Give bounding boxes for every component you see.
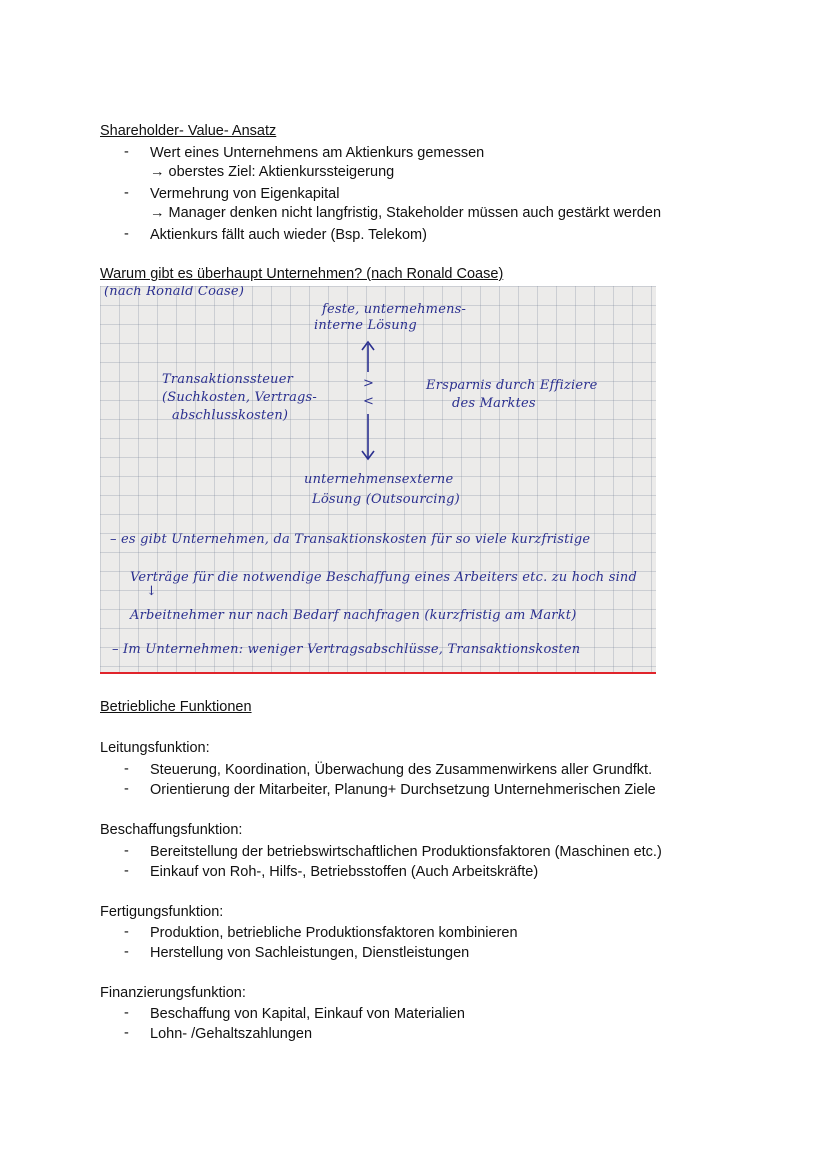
bullet-dash: - [124,1025,129,1041]
bullet-dash: - [124,781,129,797]
leitung-item-1: Steuerung, Koordination, Überwachung des Zusammenwirkens aller Grundfkt. [150,762,653,778]
hw-left-3: abschlusskosten) [172,408,289,423]
beschaffung-item-2: Einkauf von Roh-, Hilfs-, Betriebsstoffen (Auch Arbeitskräfte) [150,864,539,880]
hw-note-2: Verträge für die notwendige Beschaffung eines Arbeiters etc. zu hoch sind [130,570,638,585]
funktionen-heading: Betriebliche Funktionen [100,699,252,715]
finanzierung-item-2: Lohn- /Gehaltszahlungen [150,1026,313,1042]
bullet-dash: - [124,843,129,859]
shareholder-heading: Shareholder- Value- Ansatz [100,123,277,139]
shareholder-item-3: Vermehrung von Eigenkapital [150,186,340,202]
shareholder-item-5: Aktienkurs fällt auch wieder (Bsp. Telekom) [150,227,427,243]
hw-right-2: des Marktes [452,396,536,411]
notebook-margin-line [100,672,656,674]
shareholder-item-2: → oberstes Ziel: Aktienkurssteigerung [150,164,395,180]
hw-top-center-2: interne Lösung [314,318,417,333]
bullet-dash: - [124,226,129,242]
handwritten-notes-photo [100,286,656,674]
bullet-dash: - [124,144,129,160]
bullet-dash: - [124,1005,129,1021]
shareholder-item-1: Wert eines Unternehmens am Aktienkurs gemessen [150,145,485,161]
hw-left-1: Transaktionssteuer [162,372,294,387]
shareholder-item-4: → Manager denken nicht langfristig, Stakeholder müssen auch gestärkt werden [150,205,662,221]
fertigung-label: Fertigungsfunktion: [100,904,224,920]
fertigung-item-1: Produktion, betriebliche Produktionsfaktoren kombinieren [150,925,518,941]
bullet-dash: - [124,944,129,960]
beschaffung-item-1: Bereitstellung der betriebswirtschaftlichen Produktionsfaktoren (Maschinen etc.) [150,844,662,860]
bullet-dash: - [124,863,129,879]
fertigung-item-2: Herstellung von Sachleistungen, Dienstleistungen [150,945,470,961]
finanzierung-label: Finanzierungsfunktion: [100,985,246,1001]
hw-note-3: Arbeitnehmer nur nach Bedarf nachfragen (kurzfristig am Markt) [130,608,577,623]
hw-left-2: (Suchkosten, Vertrags- [162,390,318,405]
hw-bottom-center-2: Lösung (Outsourcing) [312,492,460,507]
coase-heading: Warum gibt es überhaupt Unternehmen? (nach Ronald Coase) [100,266,504,282]
bullet-dash: - [124,924,129,940]
leitung-item-2: Orientierung der Mitarbeiter, Planung+ Durchsetzung Unternehmerischen Ziele [150,782,656,798]
beschaffung-label: Beschaffungsfunktion: [100,822,243,838]
hw-note-1: – es gibt Unternehmen, da Transaktionskosten für so viele kurzfristige [110,532,591,547]
hw-note-arrow: ↓ [146,584,158,599]
bullet-dash: - [124,185,129,201]
bullet-dash: - [124,761,129,777]
hw-right-1: Ersparnis durch Effiziere [426,378,598,393]
hw-note-4: – Im Unternehmen: weniger Vertragsabschlüsse, Transaktionskosten [112,642,581,657]
leitung-label: Leitungsfunktion: [100,740,210,756]
finanzierung-item-1: Beschaffung von Kapital, Einkauf von Materialien [150,1006,465,1022]
hw-top-center-1: feste, unternehmens- [322,302,467,317]
hw-greater: > [363,376,375,391]
hw-less: < [363,394,375,409]
hw-top-left: (nach Ronald Coase) [104,286,245,299]
hw-bottom-center-1: unternehmensexterne [304,472,454,487]
